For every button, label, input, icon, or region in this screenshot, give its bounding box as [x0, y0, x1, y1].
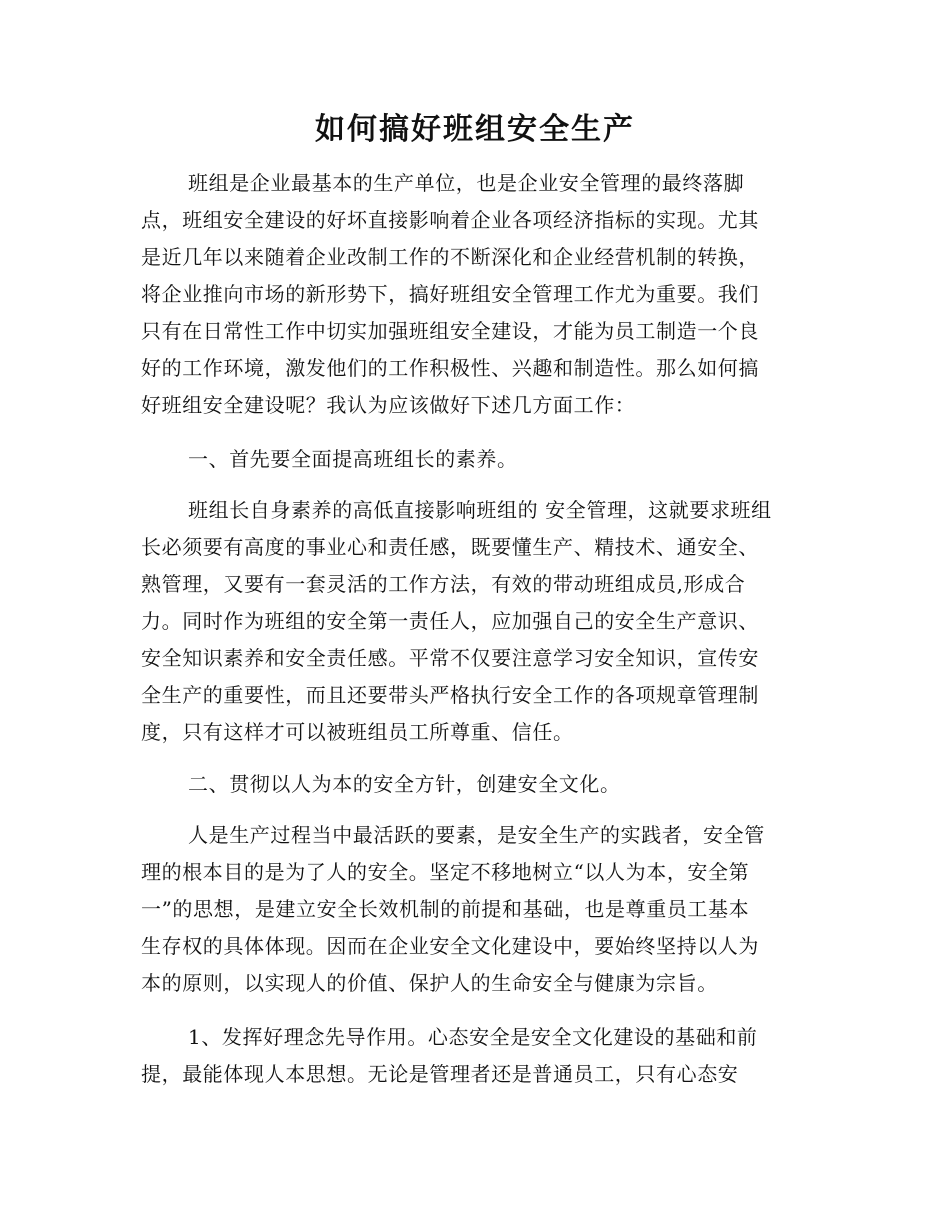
text-line: 班组长自身素养的高低直接影响班组的 安全管理，这就要求班组 — [188, 498, 772, 522]
document-title: 如何搞好班组安全生产 — [315, 112, 635, 147]
text-line: 一”的思想，是建立安全长效机制的前提和基础，也是尊重员工基本 — [141, 897, 750, 921]
text-line: 只有在日常性工作中切实加强班组安全建设，才能为员工制造一个良 — [141, 319, 759, 343]
text-line: 人是生产过程当中最活跃的要素，是安全生产的实践者，安全管 — [188, 823, 765, 847]
text-line: 将企业推向市场的新形势下，搞好班组安全管理工作尤为重要。我们 — [141, 282, 759, 306]
text-line: 是近几年以来随着企业改制工作的不断深化和企业经营机制的转换， — [141, 245, 759, 269]
text-line: 理的根本目的是为了人的安全。坚定不移地树立“以人为本，安全第 — [141, 860, 750, 884]
text-line: 力。同时作为班组的安全第一责任人，应加强自己的安全生产意识、 — [141, 609, 759, 633]
text-line: 1、发挥好理念先导作用。心态安全是安全文化建设的基础和前 — [188, 1025, 758, 1049]
text-line: 度，只有这样才可以被班组员工所尊重、信任。 — [141, 720, 574, 744]
text-line: 班组是企业最基本的生产单位，也是企业安全管理的最终落脚 — [188, 171, 745, 195]
text-line: 熟管理，又要有一套灵活的工作方法，有效的带动班组成员,形成合 — [141, 572, 746, 596]
text-line: 安全知识素养和安全责任感。平常不仅要注意学习安全知识，宣传安 — [141, 646, 759, 670]
section-heading: 二、贯彻以人为本的安全方针，创建安全文化。 — [188, 772, 621, 796]
text-line: 本的原则，以实现人的价值、保护人的生命安全与健康为宗旨。 — [141, 971, 718, 995]
text-line: 全生产的重要性，而且还要带头严格执行安全工作的各项规章管理制 — [141, 683, 759, 707]
text-line: 提，最能体现人本思想。无论是管理者还是普通员工，只有心态安 — [141, 1062, 739, 1086]
text-line: 好的工作环境，激发他们的工作积极性、兴趣和制造性。那么如何搞 — [141, 356, 759, 380]
text-line: 好班组安全建设呢？我认为应该做好下述几方面工作： — [141, 393, 636, 417]
section-heading: 一、首先要全面提高班组长的素养。 — [188, 447, 518, 471]
text-line: 生存权的具体体现。因而在企业安全文化建设中，要始终坚持以人为 — [141, 934, 759, 958]
text-line: 长必须要有高度的事业心和责任感，既要懂生产、精技术、通安全、 — [141, 535, 759, 559]
text-line: 点，班组安全建设的好坏直接影响着企业各项经济指标的实现。尤其 — [141, 208, 759, 232]
